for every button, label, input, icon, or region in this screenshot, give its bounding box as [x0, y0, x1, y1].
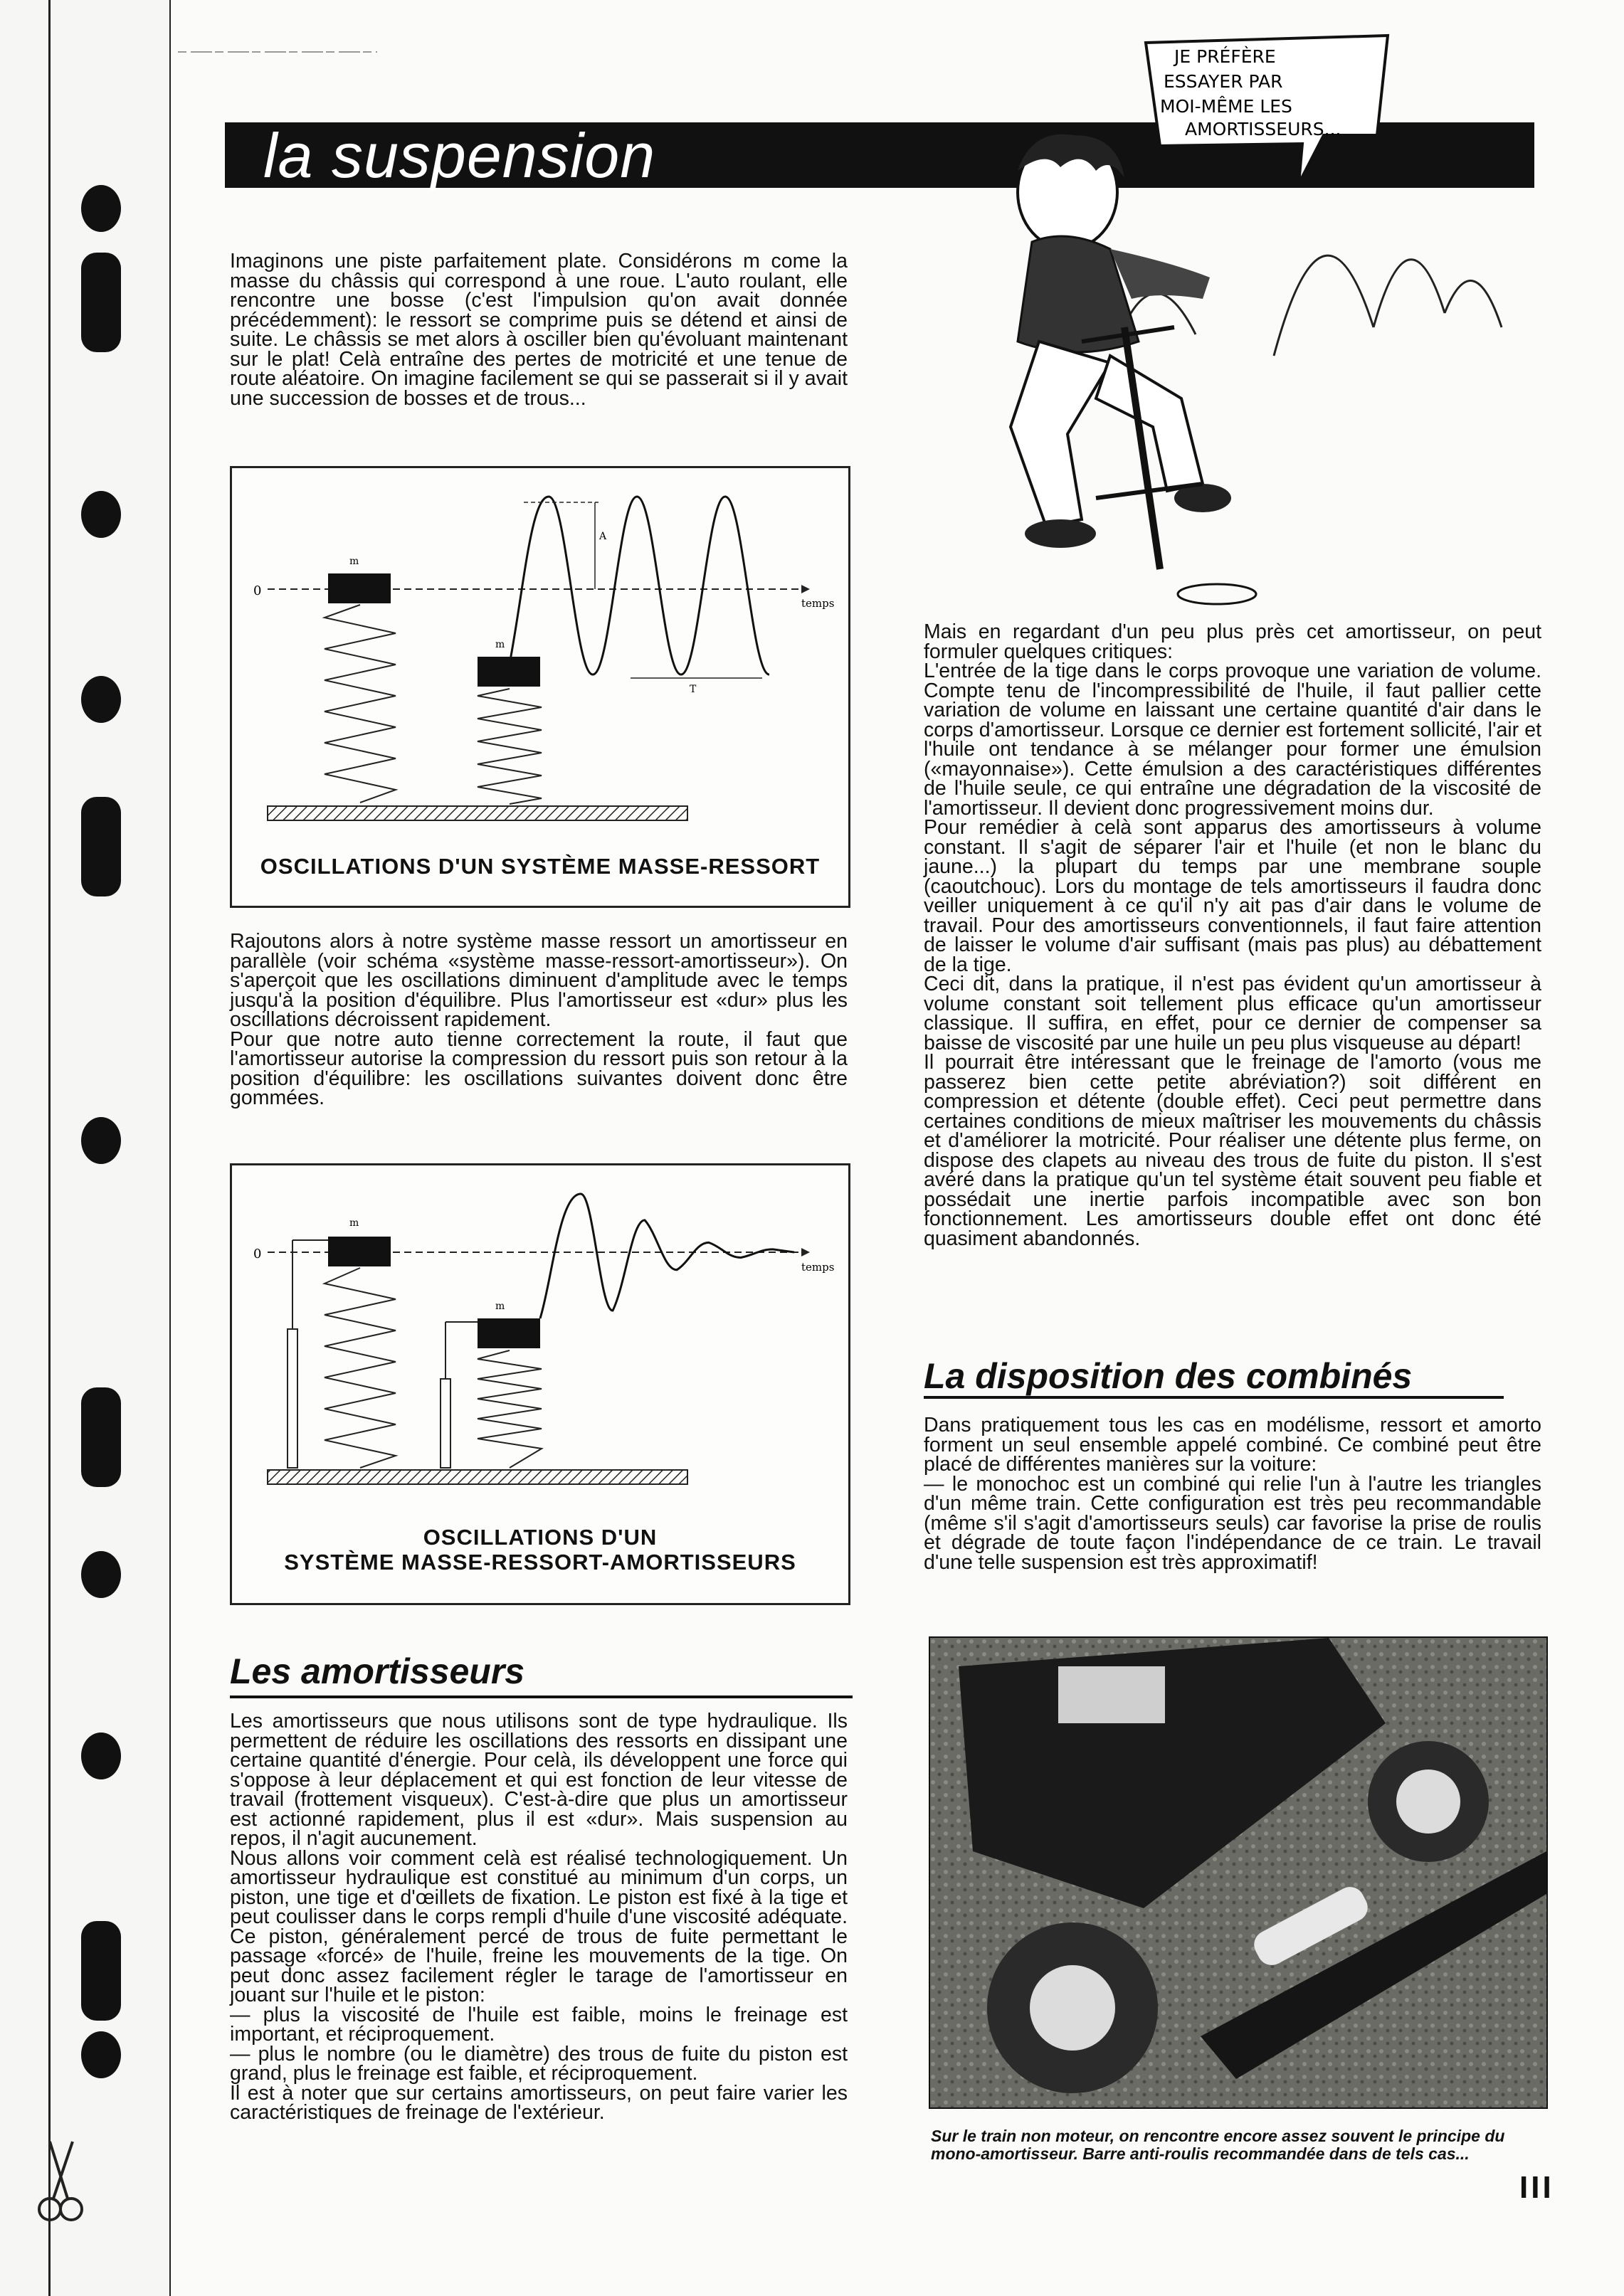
punch-hole — [81, 1551, 121, 1598]
damped-oscillation-curve — [540, 1194, 794, 1318]
paragraph: Mais en regardant d'un peu plus près cet amortisseur, on peut formuler quelques critiques: — [924, 620, 1541, 663]
figure1-caption: OSCILLATIONS D'UN SYSTÈME MASSE-RESSORT — [260, 854, 821, 879]
paragraph: — plus la viscosité de l'huile est faible, moins le freinage est important, et réciproquement. — [230, 2003, 848, 2046]
photo-caption: Sur le train non moteur, on rencontre encore assez souvent le principe du mono-amortisseur. Barre anti-roulis recommandée dans de tels cas... — [931, 2127, 1505, 2163]
amplitude-label: A — [599, 531, 607, 542]
paragraph-damper-intro — [230, 932, 848, 1109]
paragraph: Les amortisseurs que nous utilisons sont de type hydraulique. Ils permettent de réduire les oscillations des ressorts en dissipant une certaine quantité d'énergie. Pour celà, ils développent une force qui s'oppose à leur déplacement et qui est fonction de leur vitesse de travail (frottement visqueux). C'est-à-dire que plus un amortisseur est actionné rapidement, plus il est «dur». Mais suspension au repos, il n'agit aucunement. — [230, 1710, 848, 1850]
punch-hole — [81, 1732, 121, 1779]
punch-hole — [81, 2031, 121, 2078]
page-title: la suspension — [263, 120, 656, 191]
mass-label: m — [349, 556, 359, 567]
paragraph: Dans pratiquement tous les cas en modélisme, ressort et amorto forment un seul ensemble appelé combiné. Ce combiné peut être placé de différentes manières sur la voiture: — [924, 1414, 1541, 1476]
period-label: T — [690, 684, 697, 695]
figure-mass-spring — [230, 466, 850, 908]
punch-hole — [81, 1921, 121, 2021]
intro-paragraph: Imaginons une piste parfaitement plate. Considérons m come la masse du châssis qui correspond à une roue. L'auto roulant, elle rencontre une bosse (c'est l'impulsion qu'on avait donnée précédemment): le ressort se comprime puis se détend et ainsi de suite. Le châssis se met alors à osciller bien qu'évoluant maintenant sur le plat! Celà entraîne des pertes de motricité et une tenue de route aléatoire. On imagine facilement se qui se passerait si il y avait une succession de bosses et de trous... — [230, 250, 848, 410]
mass-spring-diagram — [232, 468, 848, 906]
punch-hole — [81, 1117, 121, 1164]
punch-hole — [81, 491, 121, 538]
paragraph: Il est à noter que sur certains amortisseurs, on peut faire varier les caractéristiques de freinage de l'extérieur. — [230, 2081, 848, 2124]
punch-hole — [81, 253, 121, 352]
section-heading-amortisseurs: Les amortisseurs — [230, 1651, 525, 1691]
paragraph: Ceci dit, dans la pratique, il n'est pas évident qu'un amortisseur à volume constant soit tellement plus efficace qu'un amortisseur classique. Il suffira, en effet, pour ce dernier de compenser sa baisse de viscosité par une huile un peu plus visqueuse au départ! — [924, 973, 1541, 1054]
oscillation-curve — [510, 497, 769, 674]
zero-label: 0 — [253, 583, 262, 598]
mass-label: m — [495, 639, 505, 650]
paragraph: Il pourrait être intéressant que le freinage de l'amorto (vous me passerez bien cette petite abréviation?) soit différent en compression et détente (double effet). Ceci peut permettre dans certaines conditions de mieux maîtriser les mouvements du châssis et d'améliorer la motricité. Pour réaliser une détente plus ferme, on dispose des clapets au niveau des trous de fuite du piston. Il s'est avéré dans la pratique qu'un tel système était souvent peu fiable et possédait une inertie parfois incompatible avec son bon fonctionnement. Les amortisseurs double effet ont donc été quasiment abandonnés. — [924, 1051, 1541, 1250]
heading-rule — [924, 1396, 1504, 1399]
time-label: temps — [801, 1261, 835, 1274]
heading-rule — [230, 1695, 853, 1698]
scissors-icon — [36, 2138, 85, 2231]
paragraph: Pour que notre auto tienne correctement la route, il faut que l'amortisseur autorise la compression du ressort puis son retour à la position d'équilibre: les oscillations suivantes doivent donc être gommées. — [230, 1027, 848, 1109]
mass-label: m — [495, 1301, 505, 1312]
rc-car-photo — [929, 1636, 1548, 2109]
figure2-caption-line1: OSCILLATIONS D'UN — [423, 1525, 658, 1550]
binder-line — [48, 0, 51, 2296]
section-body-amortisseurs — [230, 1712, 848, 2123]
punch-hole — [81, 185, 121, 232]
right-column-text — [924, 620, 1541, 1250]
section-heading-combines: La disposition des combinés — [924, 1356, 1413, 1396]
bubble-line: ESSAYER PAR — [1164, 71, 1283, 92]
bubble-line: AMORTISSEURS... — [1185, 119, 1341, 139]
punch-hole — [81, 797, 121, 896]
section-body-combines — [924, 1416, 1541, 1572]
rc-car-suspension-image — [930, 1638, 1546, 2107]
paragraph: — le monochoc est un combiné qui relie l'un à l'autre les triangles d'un même train. Cette configuration est très peu recommandable (même s'il s'agit d'amortisseurs seuls) car favorise la prise de roulis et dégrade de toute façon l'indépendance de ce train. Le travail d'une telle suspension est très approximatif! — [924, 1472, 1541, 1574]
time-label: temps — [801, 597, 835, 610]
paragraph: Pour remédier à celà sont apparus des amortisseurs à volume constant. Il s'agit de séparer l'air et l'huile (et non le blanc du jaune...) la plupart du temps par une membrane souple (caoutchouc). Lors du montage de tels amortisseurs il faudra donc veiller uniquement à ce qu'il n'y ait pas d'air dans le volume de travail. Pour des amortisseurs conventionnels, il faut faire attention de laisser le volume d'air suffisant (mais pas plus) au débattement de la tige. — [924, 816, 1541, 976]
figure-mass-spring-damper — [230, 1163, 850, 1605]
page-number: III — [1519, 2170, 1554, 2205]
mass-label: m — [349, 1217, 359, 1229]
bubble-line: JE PRÉFÈRE — [1174, 46, 1276, 67]
cartoon-illustration — [989, 28, 1573, 626]
paragraph: — plus le nombre (ou le diamètre) des trous de fuite du piston est grand, plus le freinage est faible, et réciproquement. — [230, 2042, 848, 2085]
paragraph: Rajoutons alors à notre système masse ressort un amortisseur en parallèle (voir schéma «système masse-ressort-amortisseur»). On s'aperçoit que les oscillations diminuent d'amplitude avec le temps jusqu'à la position d'équilibre. Plus l'amortisseur est «dur» plus les oscillations décroissent rapidement. — [230, 930, 848, 1031]
bubble-line: MOI-MÊME LES — [1160, 96, 1292, 117]
scan-marks — [178, 50, 377, 54]
punch-hole — [81, 676, 121, 723]
zero-label: 0 — [253, 1247, 262, 1261]
punch-hole — [81, 1387, 121, 1487]
paragraph: Nous allons voir comment celà est réalisé technologiquement. Un amortisseur hydraulique est constitué au minimum d'un corps, un piston, une tige et d'œillets de fixation. Le piston est fixé à la tige et peut coulisser dans le corps rempli d'huile d'une viscosité adéquate. Ce piston, généralement percé de trous de fuite permettant le passage «forcé» de l'huile, freine les mouvements de la tige. On peut donc assez facilement régler le tarage de l'amortisseur en jouant sur l'huile et le piston: — [230, 1846, 848, 2006]
figure2-caption-line2: SYSTÈME MASSE-RESSORT-AMORTISSEURS — [284, 1550, 796, 1575]
paragraph: L'entrée de la tige dans le corps provoque une variation de volume. Compte tenu de l'incompressibilité de l'huile, il faut pallier cette variation de volume en laissant une certaine quantité d'air dans le corps d'amortisseur. Lorsque ce dernier est fortement sollicité, l'air et l'huile ont tendance à se mélanger pour former une émulsion («mayonnaise»). Cette émulsion a des caractéristiques différentes de l'huile seule, ce qui entraîne une dégradation de la viscosité de l'amortisseur. Il devient donc progressivement moins dur. — [924, 660, 1541, 820]
